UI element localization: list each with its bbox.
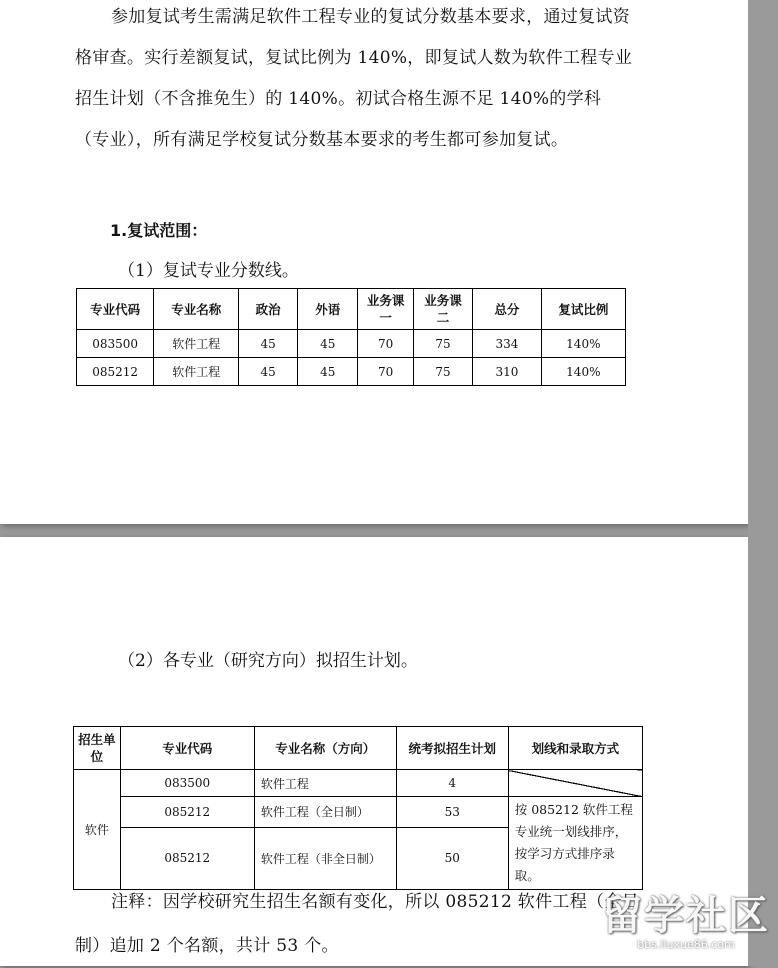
cell-unit: 软件 (74, 770, 121, 890)
header-cell: 政治 (239, 289, 298, 330)
header-cell: 复试比例 (541, 289, 625, 330)
header-cell: 专业代码 (120, 727, 254, 770)
header-cell: 划线和录取方式 (508, 727, 642, 770)
cell-ratio: 140% (541, 330, 625, 358)
header-cell: 业务课二 (413, 289, 472, 330)
cell-code: 085212 (120, 797, 254, 828)
viewer-background-strip (748, 0, 778, 966)
cell-total: 310 (473, 358, 542, 386)
cell-plan: 50 (396, 827, 508, 889)
score-line-table (76, 288, 626, 386)
watermark-url: bbs.liuxue86.com (637, 938, 735, 951)
cell-diagonal-empty (508, 770, 642, 797)
cell-total: 334 (473, 330, 542, 358)
table-header-row (74, 727, 643, 770)
header-cell: 招生单位 (74, 727, 121, 770)
cell-code: 083500 (120, 770, 254, 797)
header-cell: 统考拟招生计划 (396, 727, 508, 770)
cell-name: 软件工程 (254, 770, 396, 797)
cell-name: 软件工程（全日制） (254, 797, 396, 828)
cell-ratio: 140% (541, 358, 625, 386)
site-watermark (602, 894, 770, 954)
subheading-score-lines: （1）复试专业分数线。 (118, 261, 299, 281)
header-cell: 专业代码 (77, 289, 154, 330)
cell-language: 45 (297, 358, 358, 386)
cell-code: 085212 (77, 358, 154, 386)
table-row (77, 358, 626, 386)
header-cell: 专业名称（方向） (254, 727, 396, 770)
cell-course2: 75 (413, 358, 472, 386)
table-row (74, 770, 643, 797)
table-row (74, 797, 643, 828)
cell-name: 软件工程 (154, 358, 239, 386)
cell-name: 软件工程（非全日制） (254, 827, 396, 889)
cell-politics: 45 (239, 330, 298, 358)
section-heading: 1.复试范围： (110, 221, 208, 240)
header-cell: 总分 (473, 289, 542, 330)
cell-course2: 75 (413, 330, 472, 358)
header-cell: 业务课一 (358, 289, 413, 330)
cell-code: 083500 (77, 330, 154, 358)
enrollment-plan-table (73, 726, 643, 890)
header-cell: 专业名称 (154, 289, 239, 330)
table-row (77, 330, 626, 358)
cell-course1: 70 (358, 358, 413, 386)
cell-course1: 70 (358, 330, 413, 358)
paragraph-retest-requirements: 参加复试考生需满足软件工程专业的复试分数基本要求，通过复试资格审查。实行差额复试，复试比例为 140%，即复试人数为软件工程专业招生计划（不含推免生）的 140%。初试合格生源不足 140%的学科（专业），所有满足学校复试分数基本要求的考生都可参加复试。 (75, 7, 633, 150)
note-paragraph: 注释：因学校研究生招生名额有变化，所以 085212 软件工程（全日制）追加 2 个名额，共计 53 个。 (75, 892, 639, 956)
cell-plan: 53 (396, 797, 508, 828)
cell-name: 软件工程 (154, 330, 239, 358)
cell-language: 45 (297, 330, 358, 358)
table-header-row (77, 289, 626, 330)
cell-politics: 45 (239, 358, 298, 386)
header-cell: 外语 (297, 289, 358, 330)
subheading-enrollment-plan: （2）各专业（研究方向）拟招生计划。 (118, 651, 418, 671)
watermark-logo-text: 留学社区 (602, 893, 770, 939)
cell-admission-method: 按 085212 软件工程专业统一划线排序，按学习方式排序录取。 (508, 797, 642, 890)
cell-plan: 4 (396, 770, 508, 797)
cell-code: 085212 (120, 827, 254, 889)
